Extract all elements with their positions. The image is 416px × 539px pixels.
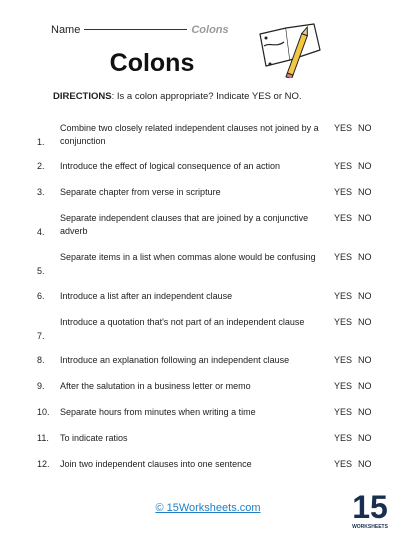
question-text: Introduce the effect of logical consequence of an action [60,161,280,171]
question-text: Separate independent clauses that are joined by a conjunctive adverb [60,213,309,236]
yes-option[interactable]: YES [334,355,353,365]
no-option[interactable]: NO [358,291,372,301]
no-option[interactable]: NO [358,213,372,223]
yes-option[interactable]: YES [334,161,353,171]
yes-option[interactable]: YES [334,123,353,133]
worksheets-logo [352,488,388,530]
page-title-text: Colons [109,49,195,77]
question-text: Introduce a quotation that's not part of an independent clause [60,317,305,327]
question-number: 3. [37,187,45,197]
question-number: 1. [37,137,45,147]
question-row [37,122,377,150]
question-text: Separate items in a list when commas alone would be confusing [60,252,316,262]
yes-option[interactable]: YES [334,381,353,391]
question-text: Separate hours from minutes when writing a time [60,407,256,417]
paper-pencil-illustration [256,20,326,78]
directions [53,91,302,102]
question-text: Separate chapter from verse in scripture [60,187,221,197]
question-row [37,432,377,446]
question-text: Introduce a list after an independent clause [60,291,233,301]
no-option[interactable]: NO [358,161,372,171]
topic-label: Colons [191,24,229,36]
yes-option[interactable]: YES [334,252,353,262]
question-row [37,380,377,394]
name-line-header [51,24,229,36]
question-number: 12. [37,459,50,469]
yes-option[interactable]: YES [334,459,353,469]
no-option[interactable]: NO [358,317,372,327]
logo-caption: WORKSHEETS [352,524,388,530]
question-row [37,316,377,344]
directions-text: : Is a colon appropriate? Indicate YES or NO. [111,91,302,102]
question-row [37,160,377,174]
question-row [37,212,377,240]
question-row [37,251,377,279]
question-text: To indicate ratios [60,433,128,443]
yes-option[interactable]: YES [334,407,353,417]
page-title [37,49,267,78]
no-option[interactable]: NO [358,407,372,417]
yes-option[interactable]: YES [334,317,353,327]
yes-option[interactable]: YES [334,433,353,443]
question-number: 7. [37,331,45,341]
no-option[interactable]: NO [358,381,372,391]
question-number: 6. [37,291,45,301]
question-row [37,354,377,368]
yes-option[interactable]: YES [334,291,353,301]
question-number: 8. [37,355,45,365]
no-option[interactable]: NO [358,123,372,133]
question-row [37,290,377,304]
question-row [37,186,377,200]
no-option[interactable]: NO [358,355,372,365]
question-text: Join two independent clauses into one sentence [60,459,252,469]
directions-label: DIRECTIONS [53,91,112,102]
yes-option[interactable]: YES [334,187,353,197]
no-option[interactable]: NO [358,252,372,262]
name-blank-line[interactable] [84,29,187,30]
question-number: 2. [37,161,45,171]
no-option[interactable]: NO [358,433,372,443]
yes-option[interactable]: YES [334,213,353,223]
question-number: 4. [37,227,45,237]
footer-link[interactable]: © 15Worksheets.com [155,502,261,514]
question-text: Introduce an explanation following an independent clause [60,355,290,365]
question-row [37,406,377,420]
question-text: Combine two closely related independent clauses not joined by a conjunction [60,123,319,146]
name-label: Name [51,24,81,36]
logo-number: 15 [352,489,388,525]
no-option[interactable]: NO [358,187,372,197]
question-number: 11. [37,433,49,443]
question-number: 10. [37,407,50,417]
no-option[interactable]: NO [358,459,372,469]
question-text: After the salutation in a business letter or memo [60,381,251,391]
question-number: 9. [37,381,45,391]
question-number: 5. [37,266,45,276]
question-row [37,458,377,472]
